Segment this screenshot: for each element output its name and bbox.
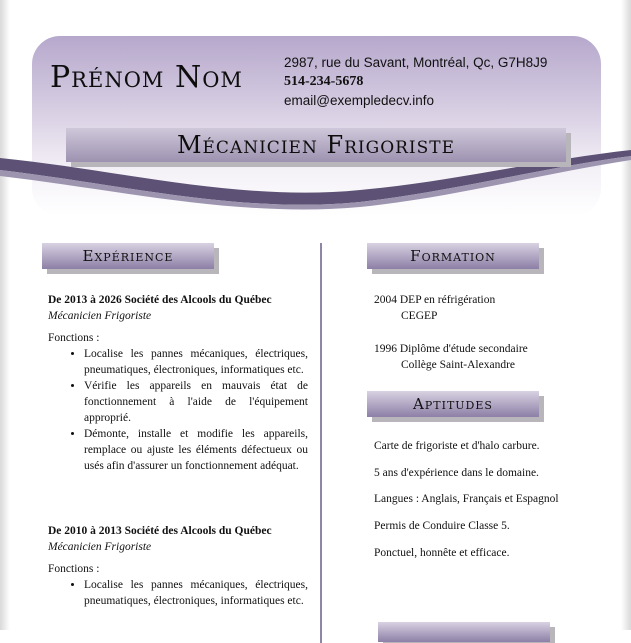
experience-functions-label: Fonctions : [48, 332, 100, 344]
formation-entry [374, 341, 614, 373]
next-section-heading-box [378, 622, 550, 642]
experience-entry [48, 523, 308, 609]
contact-email: email@exempledecv.info [284, 93, 435, 108]
candidate-name: Prénom Nom [50, 60, 243, 95]
aptitude-item: Ponctuel, honnête et efficace. [374, 547, 510, 559]
experience-role: Mécanicien Frigoriste [48, 310, 152, 322]
aptitude-item: Permis de Conduire Classe 5. [374, 520, 510, 532]
experience-bullets [48, 346, 308, 474]
formation-line: 2004 DEP en réfrigération [374, 294, 496, 306]
experience-functions-label: Fonctions : [48, 563, 100, 575]
experience-bullet: • Localise les pannes mécaniques, électriques, pneumatiques, électroniques, informatiques etc. [84, 577, 308, 609]
experience-bullet: • Vérifie les appareils en mauvais état de fonctionnement à l'aide de l'équipement approprié. [84, 378, 308, 426]
aptitude-item: 5 ans d'expérience dans le domaine. [374, 467, 539, 479]
page-shadow-right [621, 0, 631, 630]
column-divider [320, 243, 322, 643]
experience-period-employer: De 2010 à 2013 Société des Alcools du Québec [48, 525, 272, 537]
experience-heading-box [42, 243, 214, 269]
experience-heading: Expérience [82, 247, 174, 265]
formation-institution: Collège Saint-Alexandre [401, 359, 516, 371]
aptitude-item: Carte de frigoriste et d'halo carbure. [374, 440, 540, 452]
formation-heading: Formation [410, 247, 496, 265]
formation-institution: CEGEP [401, 310, 438, 322]
job-title: Mécanicien Frigoriste [176, 131, 456, 159]
formation-entry [374, 292, 614, 324]
experience-bullets [48, 577, 308, 609]
experience-bullet: • Localise les pannes mécaniques, électriques, pneumatiques, électroniques, informatiques etc. [84, 346, 308, 378]
experience-role: Mécanicien Frigoriste [48, 541, 152, 553]
aptitudes-heading: Aptitudes [413, 395, 493, 413]
contact-phone: 514-234-5678 [284, 74, 364, 89]
formation-heading-box [367, 243, 539, 269]
aptitudes-heading-box [367, 391, 539, 417]
page-shadow-left [0, 0, 10, 630]
experience-period-employer: De 2013 à 2026 Société des Alcools du Québec [48, 294, 272, 306]
contact-block [284, 53, 547, 110]
experience-entry [48, 292, 308, 474]
formation-line: 1996 Diplôme d'étude secondaire [374, 343, 528, 355]
job-title-banner [66, 128, 566, 162]
aptitude-item: Langues : Anglais, Français et Espagnol [374, 493, 559, 505]
contact-address: 2987, rue du Savant, Montréal, Qc, G7H8J9 [284, 55, 548, 70]
experience-bullet: • Démonte, installe et modifie les appareils, remplace ou ajuste les éléments défectueux ou usés afin d'assurer un fonctionnement adéquat. [84, 426, 308, 474]
